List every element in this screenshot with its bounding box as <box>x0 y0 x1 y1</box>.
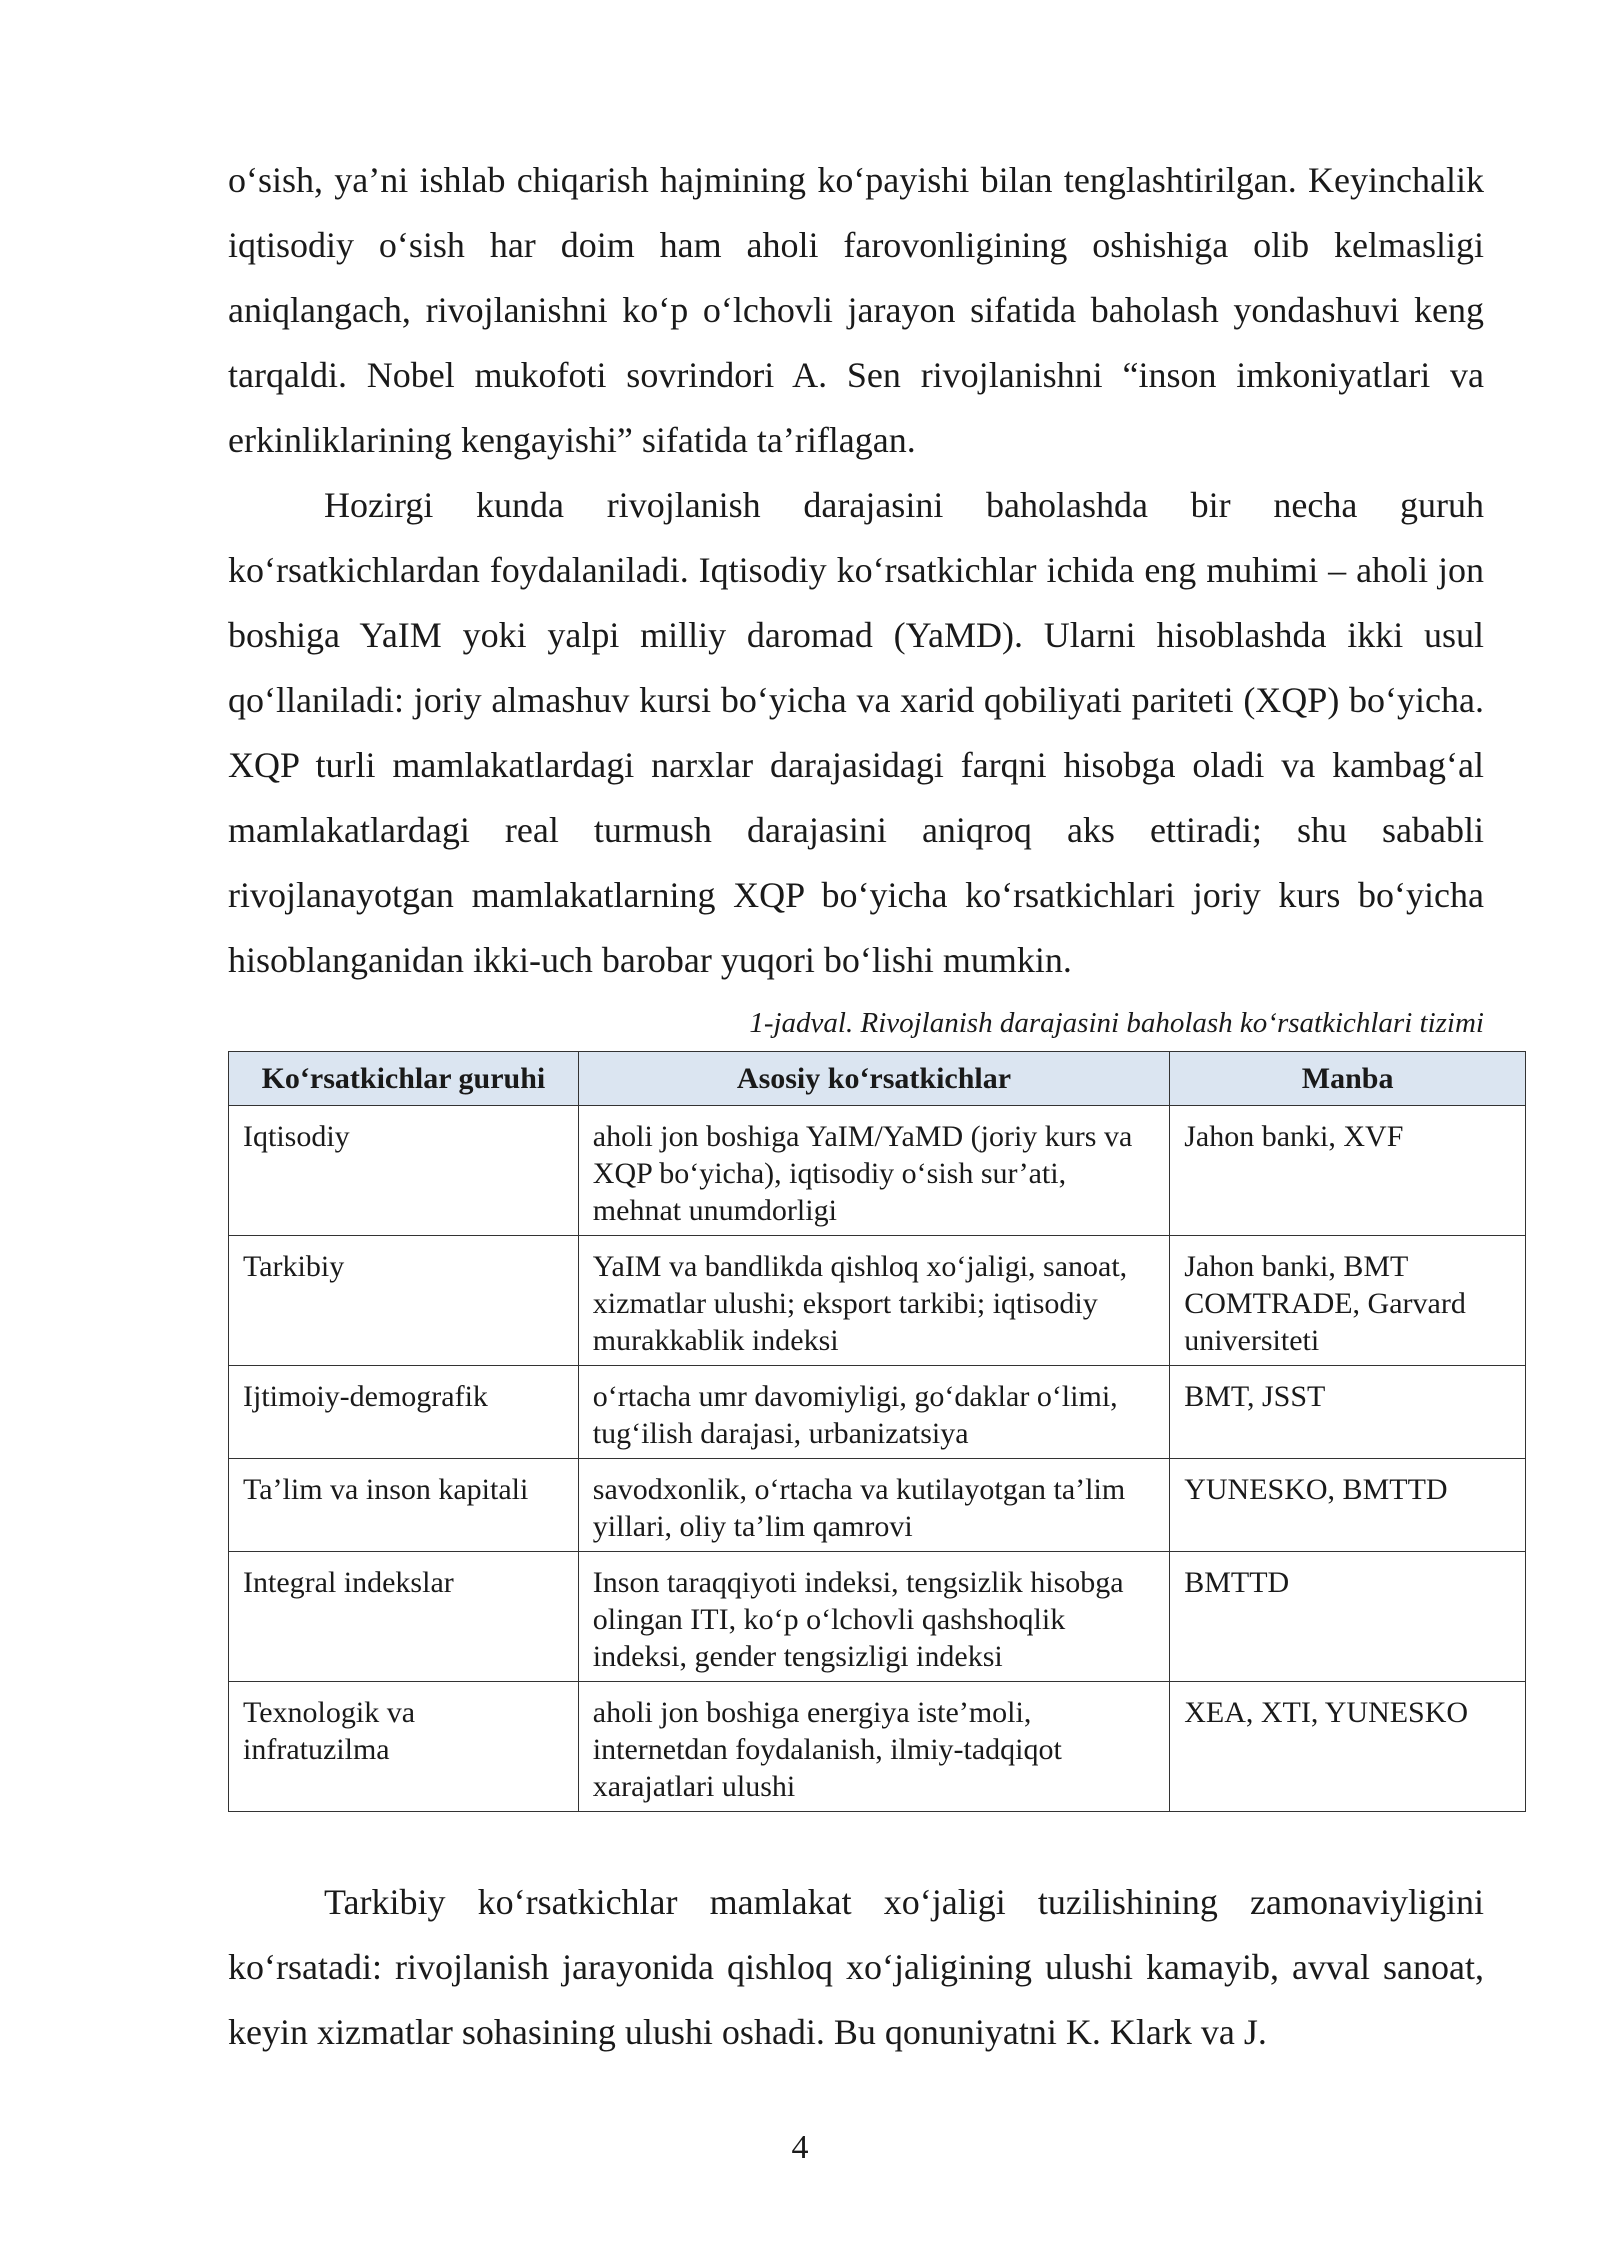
table-cell: Integral indekslar <box>229 1552 579 1682</box>
table-row <box>229 1459 1526 1552</box>
table-cell: YaIM va bandlikda qishloq xo‘jaligi, sanoat, xizmatlar ulushi; eksport tarkibi; iqtisodiy murakkablik indeksi <box>578 1236 1169 1366</box>
table-cell: Jahon banki, XVF <box>1170 1106 1526 1236</box>
table-row <box>229 1366 1526 1459</box>
table-cell: savodxonlik, o‘rtacha va kutilayotgan ta’lim yillari, oliy ta’lim qamrovi <box>578 1459 1169 1552</box>
column-header: Manba <box>1170 1052 1526 1106</box>
table-row <box>229 1552 1526 1682</box>
table-cell: Iqtisodiy <box>229 1106 579 1236</box>
table-cell: aholi jon boshiga YaIM/YaMD (joriy kurs va XQP bo‘yicha), iqtisodiy o‘sish sur’ati, mehnat unumdorligi <box>578 1106 1169 1236</box>
table-cell: Tarkibiy <box>229 1236 579 1366</box>
table-row <box>229 1236 1526 1366</box>
table-cell: XEA, XTI, YUNESKO <box>1170 1682 1526 1812</box>
page-number: 4 <box>791 2129 809 2166</box>
table-cell: Ijtimoiy-demografik <box>229 1366 579 1459</box>
table-caption: 1-jadval. Rivojlanish darajasini baholash ko‘rsatkichlari tizimi <box>749 1007 1484 1039</box>
table-row <box>229 1106 1526 1236</box>
column-header: Ko‘rsatkichlar guruhi <box>229 1052 579 1106</box>
table-cell: BMT, JSST <box>1170 1366 1526 1459</box>
table-cell: Inson taraqqiyoti indeksi, tengsizlik hisobga olingan ITI, ko‘p o‘lchovli qashshoqlik indeksi, gender tengsizligi indeksi <box>578 1552 1169 1682</box>
section-spacer <box>228 1812 1484 1870</box>
table-cell: Ta’lim va inson kapitali <box>229 1459 579 1552</box>
table-cell: aholi jon boshiga energiya iste’moli, internetdan foydalanish, ilmiy-tadqiqot xarajatlari ulushi <box>578 1682 1169 1812</box>
body-paragraph: Tarkibiy ko‘rsatkichlar mamlakat xo‘jaligi tuzilishining zamonaviyligini ko‘rsatadi: rivojlanish jarayonida qishloq xo‘jaligining ulushi kamayib, avval sanoat, keyin xizmatlar sohasining ulushi oshadi. Bu qonuniyatni K. Klark va J. <box>228 1882 1484 2052</box>
column-header: Asosiy ko‘rsatkichlar <box>578 1052 1169 1106</box>
body-paragraph: o‘sish, ya’ni ishlab chiqarish hajmining ko‘payishi bilan tenglashtirilgan. Keyinchalik iqtisodiy o‘sish har doim ham aholi farovonligining oshishiga olib kelmasligi aniqlangach, rivojlanishni ko‘p o‘lchovli jarayon sifatida baholash yondashuvi keng tarqaldi. Nobel mukofoti sovrindori A. Sen rivojlanishni “inson imkoniyatlari va erkinliklarining kengayishi” sifatida ta’riflagan. <box>228 160 1484 460</box>
body-paragraph: Hozirgi kunda rivojlanish darajasini baholashda bir necha guruh ko‘rsatkichlardan foydalaniladi. Iqtisodiy ko‘rsatkichlar ichida eng muhimi – aholi jon boshiga YaIM yoki yalpi milliy daromad (YaMD). Ularni hisoblashda ikki usul qo‘llaniladi: joriy almashuv kursi bo‘yicha va xarid qobiliyati pariteti (XQP) bo‘yicha. XQP turli mamlakatlardagi narxlar darajasidagi farqni hisobga oladi va kambag‘al mamlakatlardagi real turmush darajasini aniqroq aks ettiradi; shu sababli rivojlanayotgan mamlakatlarning XQP bo‘yicha ko‘rsatkichlari joriy kurs bo‘yicha hisoblanganidan ikki-uch barobar yuqori bo‘lishi mumkin. <box>228 485 1484 980</box>
table-header-row <box>229 1052 1526 1106</box>
indicators-table <box>228 1051 1526 1812</box>
table-cell: BMTTD <box>1170 1552 1526 1682</box>
table-cell: Texnologik va infratuzilma <box>229 1682 579 1812</box>
table-cell: YUNESKO, BMTTD <box>1170 1459 1526 1552</box>
table-cell: Jahon banki, BMT COMTRADE, Garvard universiteti <box>1170 1236 1526 1366</box>
table-row <box>229 1682 1526 1812</box>
page-body <box>228 148 1484 2065</box>
table-cell: o‘rtacha umr davomiyligi, go‘daklar o‘limi, tug‘ilish darajasi, urbanizatsiya <box>578 1366 1169 1459</box>
